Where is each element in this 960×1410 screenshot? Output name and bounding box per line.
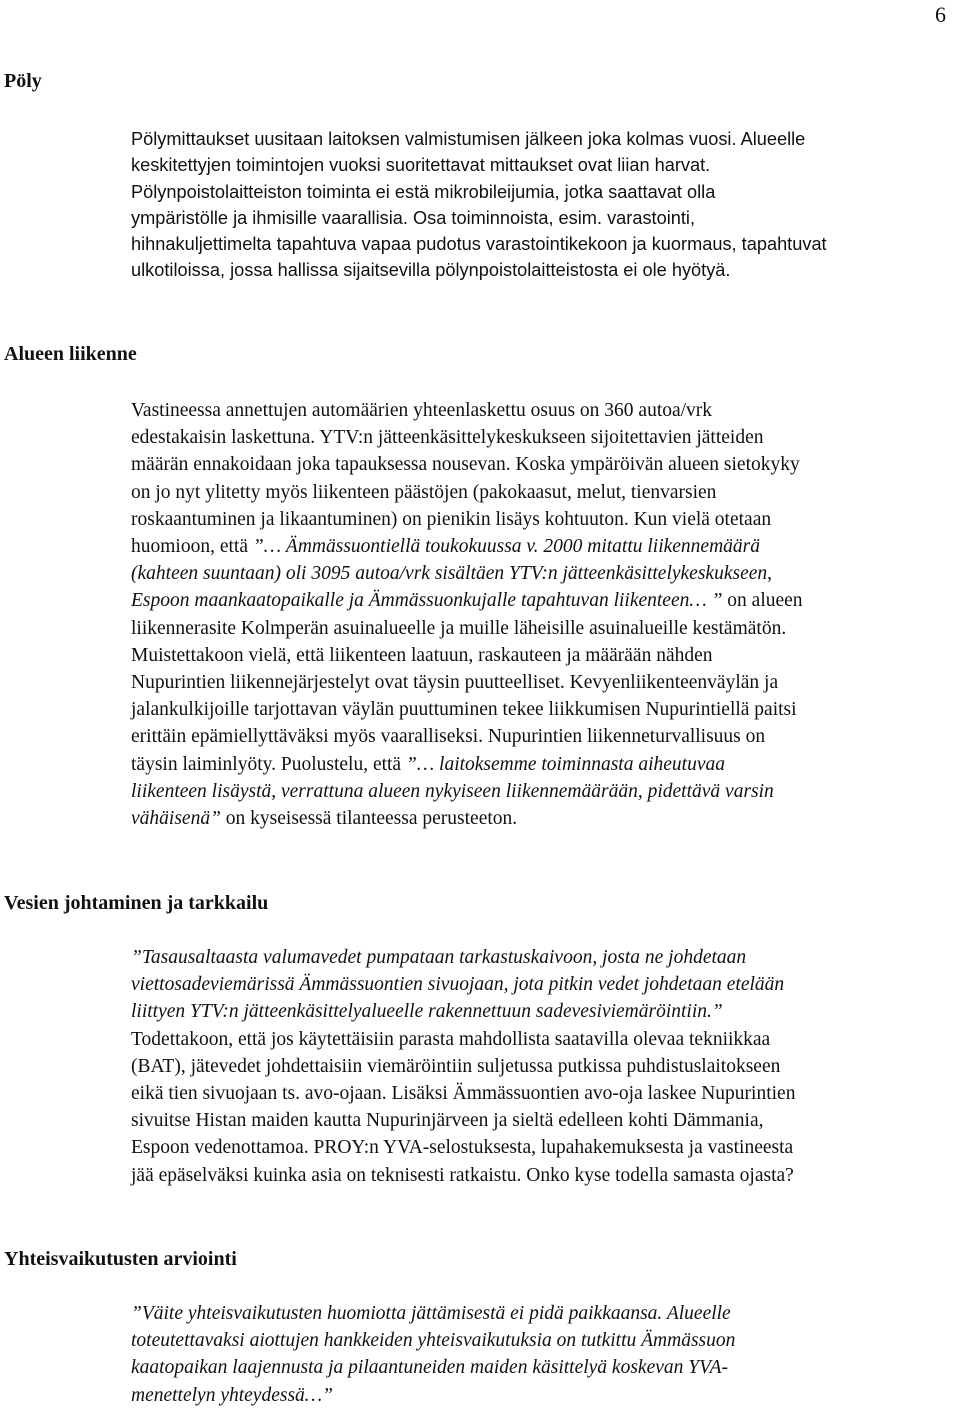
- text-line: [131, 179, 946, 205]
- quoted-text: menettelyn yhteydessä…”: [131, 1384, 333, 1406]
- heading-vesien: Vesien johtaminen ja tarkkailu: [4, 892, 269, 914]
- text-line: [131, 615, 946, 642]
- text-segment: on jo nyt ylitetty myös liikenteen päästöjen (pakokaasut, melut, tienvarsien: [131, 481, 717, 503]
- text-segment: ympäristölle ja ihmisille vaarallisia. Osa toiminnoista, esim. varastointi,: [131, 207, 696, 228]
- text-segment: on alueen: [722, 590, 803, 612]
- quoted-text: kaatopaikan laajennusta ja pilaantuneiden maiden käsittelyä koskevan YVA-: [131, 1357, 728, 1379]
- text-line: [131, 998, 946, 1025]
- text-segment: Todettakoon, että jos käytettäisiin parasta mahdollista saatavilla olevaa tekniikkaa: [131, 1028, 771, 1050]
- text-segment: jalankulkijoille tarjottavan väylän puuttuminen tekee liikkumisen Nupurintiellä paitsi: [131, 699, 797, 721]
- quoted-text: toteutettavaksi aiottujen hankkeiden yhteisvaikutuksia on tutkittu Ämmässuon: [131, 1330, 736, 1352]
- text-line: [131, 560, 946, 587]
- text-line: [131, 642, 946, 669]
- text-line: [131, 944, 946, 971]
- text-line: [131, 1382, 946, 1409]
- quoted-text: ”… laitoksemme toiminnasta aiheutuvaa: [405, 753, 725, 775]
- quoted-text: liikenteen lisäystä, verrattuna alueen nykyiseen liikennemäärään, pidettävä varsin: [131, 780, 774, 802]
- text-segment: erittäin epämiellyttäväksi myös vaaralliseksi. Nupurintien liikenneturvallisuus on: [131, 726, 766, 748]
- text-segment: täysin laiminlyöty. Puolustelu, että: [131, 753, 406, 775]
- quoted-text: viettosadeviemärissä Ämmässuontien sivuojaan, jota pitkin vedet johdetaan etelään: [131, 974, 785, 996]
- text-segment: Vastineessa annettujen automäärien yhteenlaskettu osuus on 360 autoa/vrk: [131, 400, 713, 421]
- text-line: [131, 1026, 946, 1053]
- text-segment: keskitettyjen toimintojen vuoksi suoritettavat mittaukset ovat liian harvat.: [131, 155, 711, 176]
- text-line: [131, 257, 946, 283]
- quoted-text: ”… Ämmässuontiellä toukokuussa v. 2000 mitattu liikennemäärä: [252, 536, 761, 558]
- text-line: [131, 971, 946, 998]
- text-segment: liikennerasite Kolmperän asuinalueelle ja muille läheisille asuinalueille kestämätön.: [131, 617, 787, 639]
- text-line: [131, 1327, 946, 1354]
- text-line: [131, 1300, 946, 1327]
- text-line: [131, 451, 946, 478]
- text-segment: (BAT), jätevedet johdettaisiin viemäröintiin suljetussa putkissa puhdistuslaitokseen: [131, 1055, 781, 1077]
- text-segment: Muistettakoon vielä, että liikenteen laatuun, raskauteen ja määrään nähden: [131, 644, 713, 666]
- text-line: [131, 1354, 946, 1381]
- text-line: [131, 587, 946, 614]
- text-line: [131, 1053, 946, 1080]
- paragraph-yhteis: [131, 1300, 946, 1409]
- text-segment: sivuitse Histan maiden kautta Nupurinjärveen ja sieltä edelleen kohti Dämmania,: [131, 1110, 764, 1132]
- text-segment: Pölymittaukset uusitaan laitoksen valmistumisen jälkeen joka kolmas vuosi. Alueelle: [131, 129, 806, 149]
- text-segment: määrän ennakoidaan joka tapauksessa nousevan. Koska ympäröivän alueen sietokyky: [131, 454, 800, 476]
- heading-poly: Pöly: [4, 70, 42, 92]
- text-line: [131, 126, 946, 152]
- text-segment: ulkotiloissa, jossa hallissa sijaitsevilla pölynpoistolaitteistosta ei ole hyötyä.: [131, 260, 731, 281]
- text-line: [131, 205, 946, 231]
- text-line: [131, 479, 946, 506]
- quoted-text: liittyen YTV:n jätteenkäsittelyalueelle rakennettuun sadevesiviemäröintiin.”: [131, 1001, 723, 1023]
- heading-liikenne: Alueen liikenne: [4, 343, 137, 365]
- text-segment: jää epäselväksi kuinka asia on teknisesti ratkaistu. Onko kyse todella samasta ojasta?: [131, 1164, 794, 1186]
- heading-yhteis: Yhteisvaikutusten arviointi: [4, 1248, 237, 1270]
- text-segment: roskaantuminen ja likaantuminen) on pienikin lisäys kohtuuton. Kun vielä otetaan: [131, 508, 772, 530]
- quoted-text: (kahteen suuntaan) oli 3095 autoa/vrk sisältäen YTV:n jätteenkäsittelykeskukseen,: [131, 563, 773, 585]
- text-segment: hihnakuljettimelta tapahtuva vapaa pudotus varastointikekoon ja kuormaus, tapahtuvat: [131, 234, 827, 255]
- quoted-text: vähäisenä”: [131, 808, 221, 830]
- text-segment: huomioon, että: [131, 536, 253, 558]
- text-line: [131, 778, 946, 805]
- page-number: 6: [935, 2, 946, 27]
- paragraph-liikenne: [131, 397, 946, 832]
- text-line: [131, 506, 946, 533]
- text-line: [131, 1107, 946, 1134]
- text-segment: Pölynpoistolaitteiston toiminta ei estä mikrobileijumia, jotka saattavat olla: [131, 181, 716, 202]
- text-line: [131, 805, 946, 832]
- text-line: [131, 669, 946, 696]
- text-line: [131, 424, 946, 451]
- text-line: [131, 723, 946, 750]
- text-line: [131, 751, 946, 778]
- text-line: [131, 397, 946, 424]
- quoted-text: Espoon maankaatopaikalle ja Ämmässuonkujalle tapahtuvan liikenteen… ”: [131, 590, 723, 612]
- quoted-text: ”Väite yhteisvaikutusten huomiotta jättämisestä ei pidä paikkaansa. Alueelle: [131, 1303, 731, 1324]
- text-segment: eikä tien sivuojaan ts. avo-ojaan. Lisäksi Ämmässuontien avo-oja laskee Nupurintien: [131, 1083, 796, 1105]
- text-segment: Espoon vedenottamoa. PROY:n YVA-selostuksesta, lupahakemuksesta ja vastineesta: [131, 1137, 794, 1159]
- text-line: [131, 1162, 946, 1189]
- paragraph-vesien: [131, 944, 946, 1189]
- text-line: [131, 696, 946, 723]
- text-segment: edestakaisin laskettuna. YTV:n jätteenkäsittelykeskukseen sijoitettavien jätteiden: [131, 427, 764, 449]
- text-segment: Nupurintien liikennejärjestelyt ovat täysin puutteelliset. Kevyenliikenteenväylän ja: [131, 672, 779, 694]
- text-line: [131, 152, 946, 178]
- text-segment: on kyseisessä tilanteessa perusteeton.: [220, 808, 518, 830]
- text-line: [131, 1134, 946, 1161]
- text-line: [131, 231, 946, 257]
- text-line: [131, 1080, 946, 1107]
- paragraph-poly: [131, 126, 946, 284]
- text-line: [131, 533, 946, 560]
- quoted-text: ”Tasausaltaasta valumavedet pumpataan tarkastuskaivoon, josta ne johdetaan: [131, 947, 747, 968]
